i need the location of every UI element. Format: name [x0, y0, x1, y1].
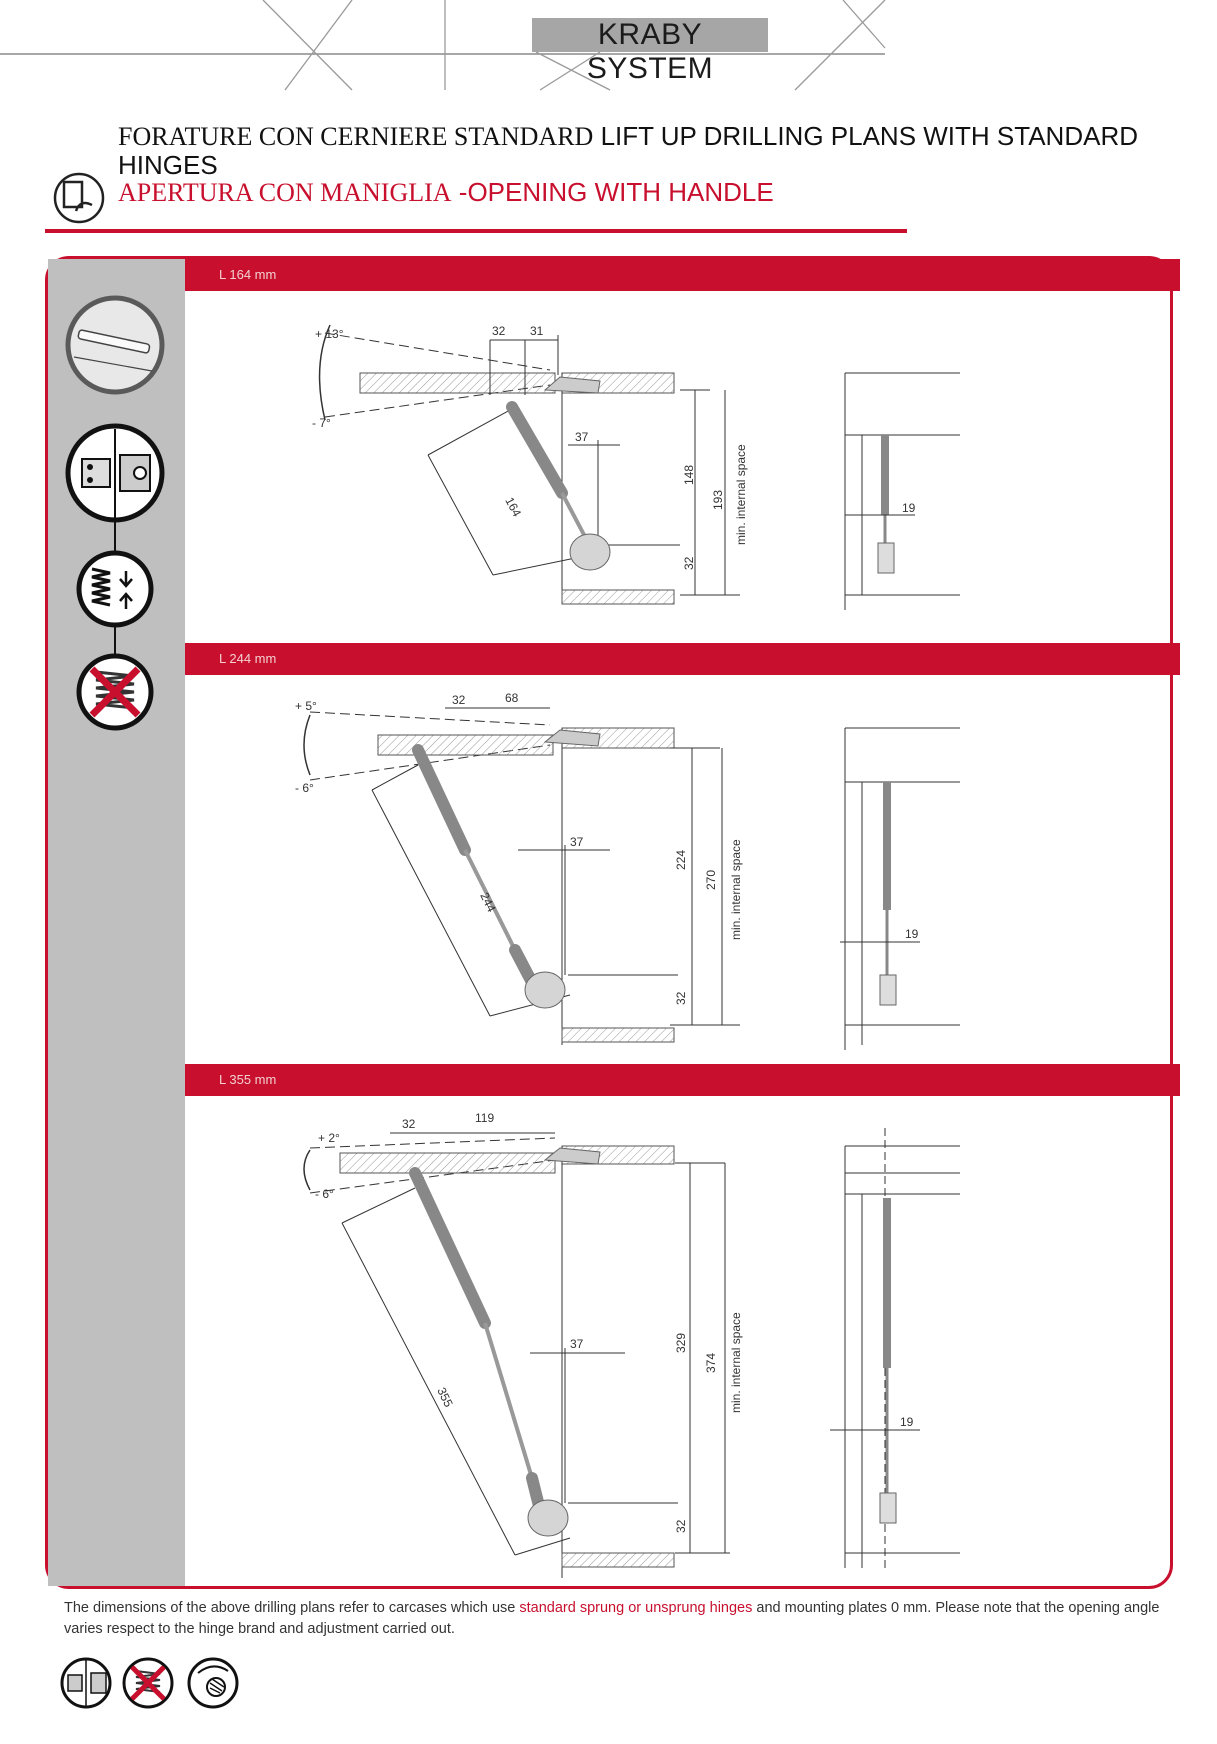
dim-total-label: 374 — [704, 1352, 718, 1373]
page-subtitle — [118, 178, 774, 207]
footer-note — [64, 1598, 1164, 1640]
gas-strut-244 — [418, 730, 600, 1008]
title-it: FORATURE CON CERNIERE STANDARD — [118, 122, 594, 151]
hinge-small-icon — [62, 1659, 110, 1707]
side-view-244 — [840, 728, 960, 1050]
dim-b-label: 68 — [505, 691, 519, 705]
side-view-355 — [830, 1128, 960, 1568]
min-space-label: min. internal space — [734, 444, 748, 545]
gas-strut-164 — [512, 377, 610, 570]
angle-down-label: - 7° — [312, 416, 331, 430]
dim-inner-label: 224 — [674, 849, 688, 870]
angle-down-label: - 6° — [315, 1187, 334, 1201]
strut-length-label: 355 — [434, 1385, 456, 1410]
title-en: LIFT UP DRILLING PLANS WITH STANDARD HINGES — [118, 121, 1138, 180]
dim-a-label: 32 — [492, 324, 506, 338]
section-band-1: L 164 mm — [185, 259, 1180, 291]
diagram-355 — [300, 1108, 1020, 1578]
no-spring-small-icon — [124, 1659, 172, 1707]
page-title — [118, 122, 1158, 179]
section-band-3: L 355 mm — [185, 1064, 1180, 1096]
dim-bottom-label: 32 — [674, 991, 688, 1005]
handle-opening-icon — [52, 171, 106, 225]
dim-a-label: 32 — [402, 1117, 416, 1131]
dim-inner-label: 329 — [674, 1332, 688, 1353]
sidebar-icons — [48, 259, 185, 719]
angle-up-label: + 13° — [315, 327, 344, 341]
side-dim-label: 19 — [902, 501, 916, 515]
no-spring-icon — [79, 625, 151, 728]
brand-label: KRABY SYSTEM — [532, 18, 768, 52]
dim-total-label: 270 — [704, 869, 718, 890]
side-view-164 — [845, 373, 960, 610]
dim-bottom-label: 32 — [682, 556, 696, 570]
angle-up-label: + 5° — [295, 699, 317, 713]
dim-a-label: 32 — [452, 693, 466, 707]
title-divider — [45, 229, 907, 233]
dim-b-label: 31 — [530, 324, 544, 338]
dim-total-label: 193 — [711, 489, 725, 510]
strut-length-label: 244 — [477, 890, 499, 915]
note-post: and mounting plates 0 mm. Please note that the opening angle varies respect to the hinge brand and adjustment carried out. — [64, 1600, 1160, 1637]
screw-icon — [189, 1659, 237, 1707]
strut-length-label: 164 — [502, 494, 525, 520]
dim-inner-label: 148 — [682, 464, 696, 485]
side-dim-label: 19 — [900, 1415, 914, 1429]
diagram-244 — [295, 690, 1020, 1050]
dim-offset-label: 37 — [570, 1337, 584, 1351]
section-band-2: L 244 mm — [185, 643, 1180, 675]
angle-down-label: - 6° — [295, 781, 314, 795]
subtitle-it: APERTURA CON MANIGLIA — [118, 178, 452, 207]
footer-icons — [58, 1655, 243, 1711]
min-space-label: min. internal space — [729, 839, 743, 940]
subtitle-en: -OPENING WITH HANDLE — [451, 177, 774, 207]
min-space-label: min. internal space — [729, 1312, 743, 1413]
spring-icon — [79, 517, 151, 625]
sidebar — [48, 259, 185, 1586]
dim-offset-label: 37 — [575, 430, 589, 444]
angle-up-label: + 2° — [318, 1131, 340, 1145]
diagram-164 — [300, 305, 1020, 610]
handle-icon — [68, 298, 162, 392]
dim-b-label: 119 — [475, 1111, 495, 1125]
hinge-icon — [68, 426, 162, 520]
side-dim-label: 19 — [905, 927, 919, 941]
dim-bottom-label: 32 — [674, 1519, 688, 1533]
dim-offset-label: 37 — [570, 835, 584, 849]
note-pre: The dimensions of the above drilling plans refer to carcases which use — [64, 1600, 520, 1616]
note-link[interactable]: standard sprung or unsprung hinges — [519, 1600, 753, 1616]
